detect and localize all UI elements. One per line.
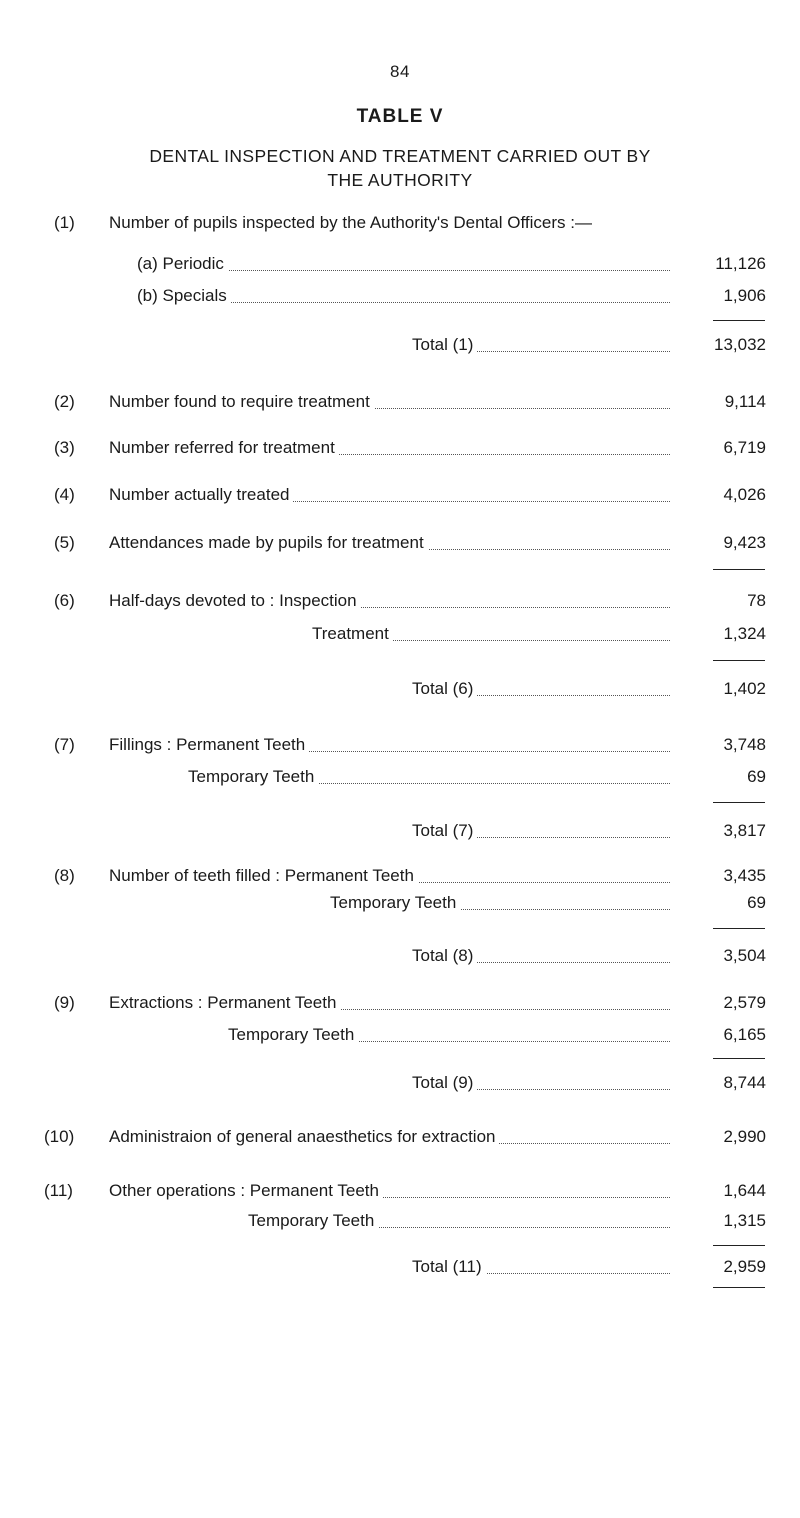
item-2-row — [0, 390, 800, 414]
item-1-row — [0, 211, 800, 235]
item-number: (7) — [54, 735, 75, 754]
subtotal-rule — [713, 802, 765, 803]
item-value: 1,906 — [670, 284, 766, 308]
item-label: Temporary Teeth — [188, 765, 766, 789]
item-number: (8) — [54, 866, 75, 885]
item-number: (2) — [54, 392, 75, 411]
item-value: 2,579 — [670, 991, 766, 1015]
item-number: (9) — [54, 993, 75, 1012]
item-value: 6,165 — [670, 1023, 766, 1047]
subtotal-rule — [713, 1058, 765, 1059]
item-number: (5) — [54, 533, 75, 552]
item-label: Extractions : Permanent Teeth — [109, 991, 766, 1015]
table-heading-line-2: THE AUTHORITY — [327, 170, 473, 190]
final-rule — [713, 1287, 765, 1288]
item-5-row — [0, 531, 800, 555]
item-6b-row — [0, 622, 800, 646]
item-label: Half-days devoted to : Inspection — [109, 589, 766, 613]
item-label: Temporary Teeth — [228, 1023, 766, 1047]
item-label: Total (8) — [412, 944, 766, 968]
item-3-row — [0, 436, 800, 460]
subtotal-rule — [713, 928, 765, 929]
item-number: (11) — [44, 1181, 73, 1200]
item-8-row — [0, 864, 800, 888]
item-value: 4,026 — [670, 483, 766, 507]
item-number: (10) — [44, 1127, 75, 1146]
item-value: 1,324 — [670, 622, 766, 646]
item-label: Number of teeth filled : Permanent Teeth — [109, 864, 766, 888]
item-label: Number referred for treatment — [109, 436, 766, 460]
item-label: (b) Specials — [137, 284, 766, 308]
item-label: Number actually treated — [109, 483, 766, 507]
item-label: Total (7) — [412, 819, 766, 843]
subtotal-rule — [713, 320, 765, 321]
item-label: Fillings : Permanent Teeth — [109, 733, 766, 757]
item-4-row — [0, 483, 800, 507]
item-value: 2,990 — [670, 1125, 766, 1149]
item-label: Total (11) — [412, 1255, 766, 1279]
item-9-row — [0, 991, 800, 1015]
item-value: 1,644 — [670, 1179, 766, 1203]
item-number: (6) — [54, 591, 75, 610]
item-label: Total (9) — [412, 1071, 766, 1095]
subtotal-rule — [713, 660, 765, 661]
item-11b-row — [0, 1209, 800, 1233]
item-1-total-row — [0, 333, 800, 357]
item-8-total-row — [0, 944, 800, 968]
page-number: 84 — [390, 62, 410, 81]
item-number: (4) — [54, 485, 75, 504]
item-value: 3,748 — [670, 733, 766, 757]
item-label: Treatment — [312, 622, 766, 646]
item-11-row — [0, 1179, 800, 1203]
item-number: (1) — [54, 213, 75, 232]
item-value: 78 — [670, 589, 766, 613]
item-label: Total (1) — [412, 333, 766, 357]
item-value: 1,315 — [670, 1209, 766, 1233]
item-value: 69 — [670, 765, 766, 789]
item-label: Attendances made by pupils for treatment — [109, 531, 766, 555]
item-11-total-row — [0, 1255, 800, 1279]
item-label: Administraion of general anaesthetics for extraction — [109, 1125, 766, 1149]
item-value: 3,817 — [670, 819, 766, 843]
item-number: (3) — [54, 438, 75, 457]
item-value: 3,435 — [670, 864, 766, 888]
item-1b-row — [0, 284, 800, 308]
item-label: Temporary Teeth — [248, 1209, 766, 1233]
table-heading-line-1: DENTAL INSPECTION AND TREATMENT CARRIED OUT BY — [149, 146, 651, 166]
item-label: Number of pupils inspected by the Authority's Dental Officers :— — [109, 211, 780, 235]
item-value: 3,504 — [670, 944, 766, 968]
item-label: (a) Periodic — [137, 252, 766, 276]
table-title: TABLE V — [356, 106, 444, 127]
item-value: 6,719 — [670, 436, 766, 460]
item-1a-row — [0, 252, 800, 276]
item-value: 13,032 — [670, 333, 766, 357]
subtotal-rule — [713, 1245, 765, 1246]
item-label: Total (6) — [412, 677, 766, 701]
item-7-row — [0, 733, 800, 757]
item-6-total-row — [0, 677, 800, 701]
subtotal-rule — [713, 569, 765, 570]
item-label: Number found to require treatment — [109, 390, 766, 414]
item-7b-row — [0, 765, 800, 789]
item-value: 2,959 — [670, 1255, 766, 1279]
item-value: 9,423 — [670, 531, 766, 555]
item-value: 8,744 — [670, 1071, 766, 1095]
item-label: Other operations : Permanent Teeth — [109, 1179, 766, 1203]
item-9-total-row — [0, 1071, 800, 1095]
item-9b-row — [0, 1023, 800, 1047]
item-8b-row — [0, 891, 800, 915]
item-label: Temporary Teeth — [330, 891, 766, 915]
item-6-row — [0, 589, 800, 613]
item-7-total-row — [0, 819, 800, 843]
item-value: 1,402 — [670, 677, 766, 701]
item-value: 69 — [670, 891, 766, 915]
item-10-row — [0, 1125, 800, 1149]
item-value: 11,126 — [670, 252, 766, 276]
item-value: 9,114 — [670, 390, 766, 414]
